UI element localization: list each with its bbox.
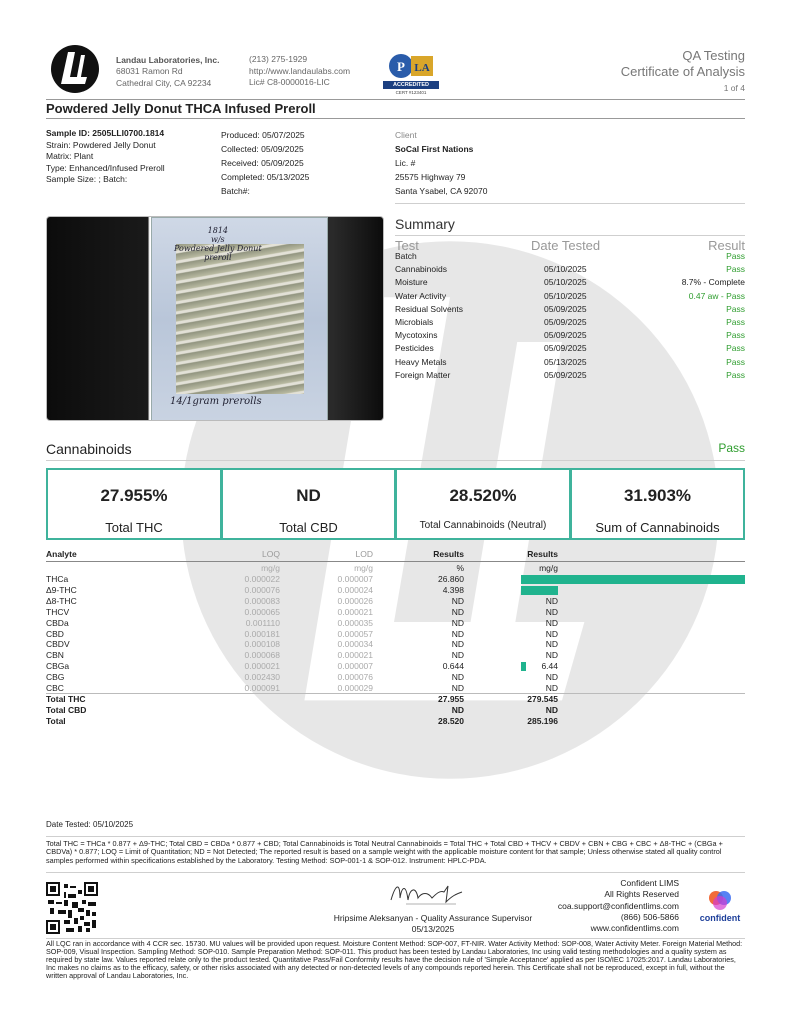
lab-license: Lic# C8-0000016-LIC	[249, 77, 330, 87]
analyte-name: Δ9-THC	[46, 584, 77, 595]
analyte-mg: ND	[545, 595, 558, 606]
total-mg: 279.545	[527, 693, 558, 704]
analyte-loq: 0.000091	[244, 683, 280, 693]
summary-title: Summary	[395, 216, 455, 232]
header-loq: LOQ	[262, 549, 280, 559]
analyte-row	[46, 672, 745, 683]
analyte-pct: ND	[451, 628, 464, 639]
summary-test: Water Activity	[395, 290, 447, 301]
sample-type: Type: Enhanced/Infused Preroll	[46, 162, 165, 173]
summary-result: Pass	[726, 330, 745, 341]
lab-address2: Cathedral City, CA 92234	[116, 77, 212, 88]
date-collected: Collected: 05/09/2025	[221, 144, 304, 154]
accredited-text: ACCREDITED	[383, 81, 439, 89]
analyte-lod: 0.000029	[337, 683, 373, 693]
table-header	[46, 549, 745, 560]
client-label: Client	[395, 130, 417, 140]
units-row	[46, 563, 745, 574]
sample-size: Sample Size: ; Batch:	[46, 174, 128, 184]
unit-lod: mg/g	[354, 563, 373, 573]
lab-address1: 68031 Ramon Rd	[116, 66, 183, 76]
total-pct: 27.955	[438, 693, 464, 704]
summary-col-date: Date Tested	[531, 238, 601, 253]
total-name: Total CBD	[46, 704, 87, 715]
summary-row	[395, 343, 745, 356]
sample-matrix: Matrix: Plant	[46, 151, 94, 161]
summary-date: 05/09/2025	[544, 369, 587, 380]
summary-date: 05/09/2025	[544, 303, 587, 314]
client-lic: Lic. #	[395, 158, 416, 168]
analyte-row	[46, 574, 745, 585]
client-info	[395, 128, 487, 198]
summary-result: Pass	[726, 264, 745, 275]
summary-date: 05/10/2025	[544, 264, 587, 275]
page-title: Powdered Jelly Donut THCA Infused Preroll	[46, 101, 316, 116]
card-value: 31.903%	[623, 486, 692, 505]
summary-row	[395, 264, 745, 277]
total-row	[46, 705, 745, 716]
result-bar	[521, 575, 745, 584]
analyte-mg: ND	[545, 628, 558, 639]
analyte-mg: ND	[545, 683, 558, 693]
pjla-logo-icon	[387, 52, 435, 80]
date-produced: Produced: 05/07/2025	[221, 130, 305, 140]
lab-name: Landau Laboratories, Inc.	[116, 55, 220, 65]
analyte-pct: ND	[451, 639, 464, 650]
summary-result: Pass	[726, 303, 745, 314]
doc-type-line2: Certificate of Analysis	[620, 64, 745, 79]
landau-logo-icon	[50, 44, 100, 94]
analyte-pct: ND	[451, 683, 464, 693]
summary-row	[395, 357, 745, 370]
total-pct: 28.520	[438, 715, 464, 726]
unit-pct: %	[456, 563, 464, 573]
unit-loq: mg/g	[261, 563, 280, 573]
result-bar	[521, 586, 558, 595]
lab-website[interactable]: http://www.landaulabs.com	[249, 65, 351, 76]
card-label: Total CBD	[279, 520, 338, 535]
card-label: Sum of Cannabinoids	[595, 520, 720, 535]
method-notes: Total THC = THCa * 0.877 + Δ9-THC; Total CBD = CBDa * 0.877 + CBD; Total Cannabinoids is Total Neutral Cannabinoids = Total THC + Total CBD + THCV + CBDV + CBN + CBG + CBC + Δ8-THC + (CBGa + CBDVa) * 0.877; LOQ = Limit of Quantitation; ND = Not Detected; The reported result is based on a sample weight with the applicable moisture content for that sample; Unless otherwise stated all quality control samples performed within specifications established by the Laboratory. Testing Method: SOP-001-1 & SOP-012. Instrument: HPLC-PDA.	[46, 839, 723, 865]
total-mg: ND	[545, 704, 558, 715]
summary-date: 05/09/2025	[544, 317, 587, 327]
sample-dates	[221, 128, 309, 198]
analyte-name: THCa	[46, 574, 69, 584]
analyte-lod: 0.000021	[337, 650, 373, 661]
lims-rights: All Rights Reserved	[604, 889, 679, 900]
summary-result: Pass	[726, 356, 745, 367]
date-tested: Date Tested: 05/10/2025	[46, 820, 134, 829]
analyte-mg: ND	[545, 617, 558, 628]
bag-label-bottom: 14/1gram prerolls	[170, 396, 262, 407]
analyte-row	[46, 596, 745, 607]
page-number: 1 of 4	[723, 83, 745, 93]
analyte-pct: ND	[451, 595, 464, 606]
client-address2: Santa Ysabel, CA 92070	[395, 186, 488, 196]
summary-date: 05/10/2025	[544, 290, 587, 301]
analyte-row	[46, 618, 745, 629]
summary-test: Mycotoxins	[395, 330, 438, 341]
summary-test: Moisture	[395, 277, 428, 288]
prerolls	[176, 244, 304, 394]
analyte-mg: ND	[545, 639, 558, 650]
analyte-lod: 0.000007	[337, 661, 373, 672]
summary-row	[395, 277, 745, 290]
analyte-row	[46, 639, 745, 650]
summary-row	[395, 251, 745, 264]
summary-date: 05/09/2025	[544, 330, 587, 341]
analyte-pct: ND	[451, 606, 464, 617]
summary-col-test: Test	[395, 238, 419, 253]
analyte-lod: 0.000026	[337, 595, 373, 606]
summary-row	[395, 304, 745, 317]
summary-date: 05/13/2025	[544, 356, 587, 367]
summary-result: 0.47 aw - Pass	[688, 290, 745, 301]
summary-row	[395, 370, 745, 383]
analyte-lod: 0.000024	[337, 584, 373, 595]
total-name: Total THC	[46, 693, 86, 704]
analyte-loq: 0.000076	[244, 584, 280, 595]
accreditation-badge	[383, 52, 439, 98]
client-address1: 25575 Highway 79	[395, 172, 466, 182]
analyte-pct: ND	[451, 650, 464, 661]
analyte-pct: ND	[451, 672, 464, 683]
analyte-loq: 0.000083	[244, 595, 280, 606]
analyte-name: CBGa	[46, 661, 70, 672]
analyte-loq: 0.000108	[244, 639, 280, 650]
analyte-name: CBDa	[46, 617, 69, 628]
product-bag	[151, 217, 328, 421]
lims-name: Confident LIMS	[620, 878, 679, 888]
summary-card	[395, 468, 571, 540]
summary-card	[46, 468, 222, 540]
analyte-name: THCV	[46, 606, 70, 617]
summary-result: Pass	[726, 251, 745, 261]
date-completed: Completed: 05/13/2025	[221, 172, 310, 182]
summary-test: Cannabinoids	[395, 264, 447, 275]
summary-date: 05/09/2025	[544, 343, 587, 354]
lims-website[interactable]: www.confidentlims.com	[590, 923, 679, 934]
card-value: 28.520%	[449, 486, 517, 505]
lims-email[interactable]: coa.support@confidentlims.com	[557, 900, 679, 911]
analyte-lod: 0.000057	[337, 628, 373, 639]
summary-row	[395, 317, 745, 330]
confident-logo-icon	[707, 888, 733, 912]
analyte-mg: ND	[545, 650, 558, 661]
header-lod: LOD	[355, 549, 373, 559]
header-results-mg: Results	[527, 549, 558, 559]
analyte-name: CBG	[46, 672, 65, 683]
summary-card	[570, 468, 745, 540]
svg-text:LA: LA	[414, 62, 430, 74]
analyte-loq: 0.000181	[244, 628, 280, 639]
lab-phone: (213) 275-1929	[249, 54, 308, 64]
analyte-row	[46, 661, 745, 672]
sign-date: 05/13/2025	[411, 924, 455, 934]
sample-id: Sample ID: 2505LLI0700.1814	[46, 128, 165, 138]
analyte-loq: 0.000068	[244, 650, 280, 661]
analyte-name: CBD	[46, 628, 64, 639]
analyte-row	[46, 650, 745, 661]
analyte-name: CBN	[46, 650, 64, 661]
analyte-loq: 0.001110	[245, 617, 280, 628]
analyte-row	[46, 629, 745, 640]
svg-text:P: P	[397, 59, 405, 74]
summary-result: Pass	[726, 343, 745, 354]
card-label: Total THC	[105, 520, 163, 535]
analyte-loq: 0.000065	[244, 606, 280, 617]
analyte-name: CBC	[46, 683, 64, 693]
disclaimer: All LQC ran in accordance with 4 CCR sec. 15730. MU values will be provided upon request. Moisture Content Method: SOP-007, FT-NIR. Water Activity Method: SOP-008, Water Activity Meter. Foreign Material Method: SOP-009, Visual Inspection. Sampling Method: SOP-010. Sample Preparation Method: SOP-011. This product has been tested by Landau Laboratories, Inc using valid testing methodologies and a quality system as required by state law. Values reported relate only to the product tested. Quantitative Pass/Fail Conformity results have the decision rule of 'Simple Acceptance' applied as per ISO/IEC 17025:2017. Landau Laboratories, Inc makes no claims as to the efficacy, safety, or other risks associated with any detected or non-detected levels of any compounds reported herein. This Certificate shall not be reproduced, except in full, without the written approval of Landau Laboratories, Inc.	[46, 939, 743, 980]
summary-test: Microbials	[395, 317, 434, 327]
cannabinoids-title: Cannabinoids	[46, 441, 132, 457]
total-mg: 285.196	[527, 715, 558, 726]
analyte-row	[46, 585, 745, 596]
signature-image	[386, 878, 466, 910]
analyte-mg: ND	[545, 606, 558, 617]
analyte-pct: 4.398	[442, 584, 464, 595]
analyte-loq: 0.002430	[244, 672, 280, 683]
sample-info	[46, 128, 165, 186]
qr-code-icon[interactable]	[46, 882, 98, 934]
bag-label-top: 1814 w/s Powdered Jelly Donut preroll	[174, 226, 262, 262]
total-row	[46, 694, 745, 705]
total-name: Total	[46, 715, 66, 726]
analyte-name: Δ8-THC	[46, 595, 77, 606]
confident-brand: confident	[699, 913, 741, 923]
date-received: Received: 05/09/2025	[221, 158, 304, 168]
summary-result: Pass	[726, 369, 745, 380]
client-name: SoCal First Nations	[395, 144, 474, 154]
header-analyte: Analyte	[46, 549, 77, 559]
summary-row	[395, 291, 745, 304]
summary-test: Batch	[395, 251, 417, 261]
lab-info	[116, 54, 219, 89]
analyte-mg: 6.44	[541, 661, 558, 672]
header-results-pct: Results	[433, 549, 464, 559]
batch-number: Batch#:	[221, 186, 250, 196]
lims-info	[558, 878, 679, 934]
card-label: Total Cannabinoids (Neutral)	[419, 520, 547, 531]
analyte-pct: 26.860	[438, 574, 464, 584]
result-bar	[521, 662, 526, 671]
summary-date: 05/10/2025	[544, 277, 587, 288]
unit-mg: mg/g	[539, 563, 558, 573]
summary-result: 8.7% - Complete	[681, 277, 745, 288]
summary-test: Foreign Matter	[395, 369, 451, 380]
analyte-lod: 0.000035	[337, 617, 373, 628]
analyte-lod: 0.000076	[337, 672, 373, 683]
cert-text: CERT #123401	[395, 90, 427, 95]
summary-card	[221, 468, 396, 540]
card-value: 27.955%	[100, 486, 168, 505]
card-value: ND	[296, 486, 321, 505]
summary-row	[395, 330, 745, 343]
sample-strain: Strain: Powdered Jelly Donut	[46, 139, 156, 150]
lims-phone: (866) 506-5866	[620, 911, 679, 922]
lab-contact	[249, 54, 350, 89]
analyte-name: CBDV	[46, 639, 70, 650]
doc-type-line1: QA Testing	[682, 48, 745, 63]
total-pct: ND	[451, 704, 464, 715]
summary-test: Heavy Metals	[395, 356, 447, 367]
analyte-lod: 0.000034	[337, 639, 373, 650]
product-photo	[46, 216, 384, 421]
analyte-pct: ND	[451, 617, 464, 628]
summary-col-result: Result	[708, 238, 745, 253]
analyte-lod: 0.000007	[337, 574, 373, 584]
summary-test: Residual Solvents	[395, 303, 464, 314]
analyte-loq: 0.000022	[244, 574, 280, 584]
summary-result: Pass	[726, 317, 745, 327]
analyte-loq: 0.000021	[244, 661, 280, 672]
analyte-mg: ND	[545, 672, 558, 683]
summary-test: Pesticides	[395, 343, 434, 354]
total-row	[46, 716, 745, 727]
doc-type	[621, 48, 745, 96]
signer-name: Hripsime Aleksanyan - Quality Assurance Supervisor	[333, 913, 533, 923]
analyte-pct: 0.644	[442, 661, 464, 672]
analyte-lod: 0.000021	[337, 606, 373, 617]
cannabinoids-status: Pass	[718, 441, 745, 455]
analyte-row	[46, 607, 745, 618]
